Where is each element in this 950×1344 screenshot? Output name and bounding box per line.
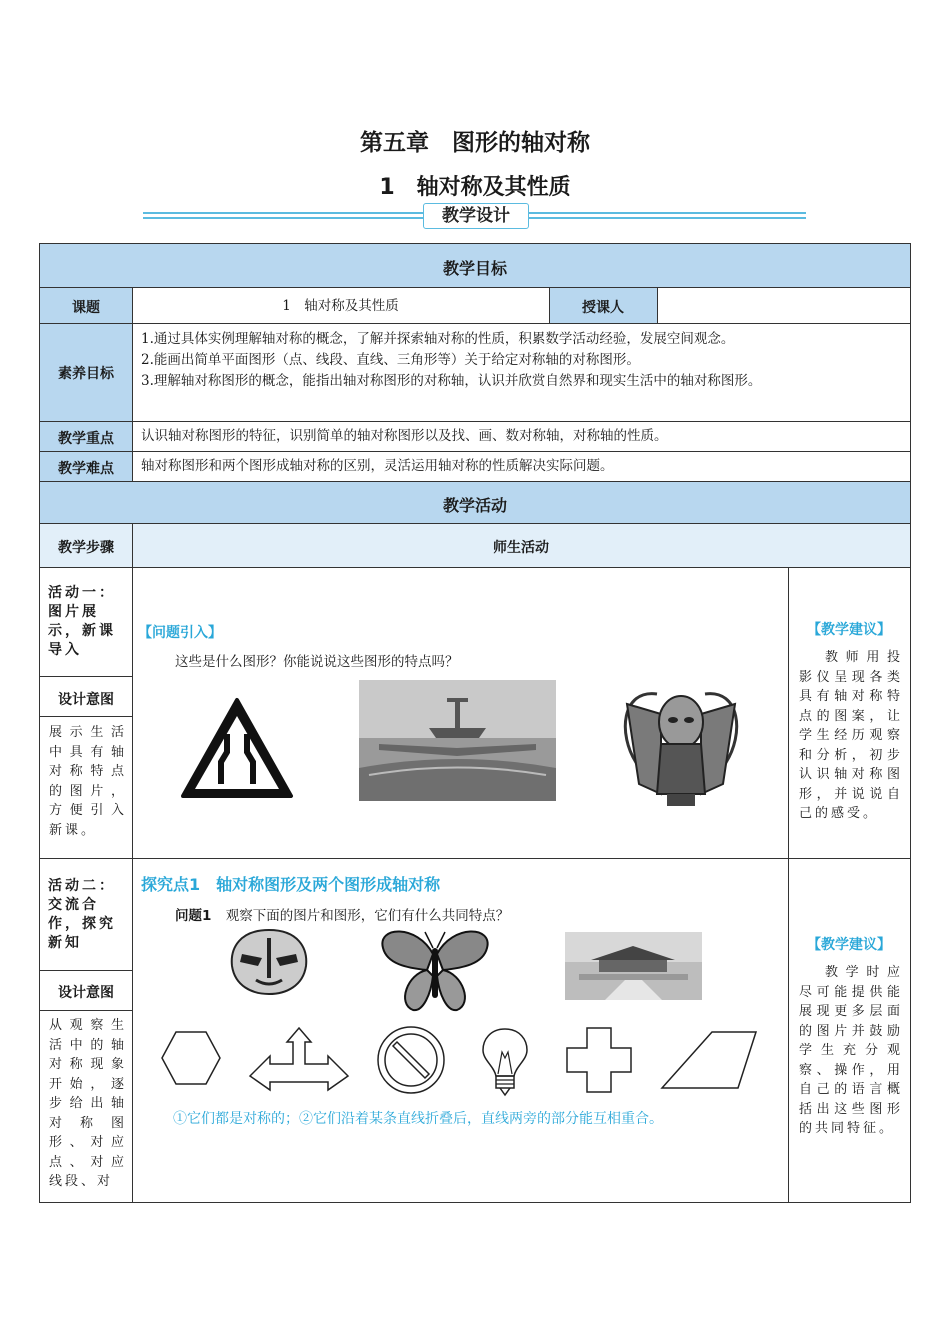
explore-title: 探究点1 轴对称图形及两个图形成轴对称 — [141, 875, 441, 894]
act1-suggest-text: 教师用投影仪呈现各类具有轴对称特点的图案，让学生经历观察和分析，初步认识轴对称图形，并说说自己的感受。 — [799, 650, 903, 821]
chapter-title: 第五章 图形的轴对称 — [360, 130, 590, 156]
banner-label: 教学设计 — [423, 203, 529, 229]
lake-pavilion-photo — [359, 680, 556, 801]
answer-text: ①它们都是对称的；②它们沿着某条直线折叠后，直线两旁的部分能互相重合。 — [173, 1111, 663, 1127]
palace-photo — [565, 932, 702, 1000]
topic-label: 课题 — [72, 300, 100, 316]
light-bulb-shape — [480, 1026, 530, 1098]
literacy-list — [141, 329, 901, 392]
cross-shape — [565, 1026, 633, 1094]
literacy-item: 1.通过具体实例理解轴对称的概念，了解并探索轴对称的性质，积累数学活动经验，发展空间观念。 — [141, 331, 735, 347]
act2-suggest-text: 教学时应尽可能提供能展现更多层面的图片并鼓励学生充分观察、操作，用自己的语言概括出这些图形的共同特征。 — [799, 965, 903, 1136]
intro-tag: 【问题引入】 — [138, 625, 222, 641]
road-narrowing-sign-image — [180, 696, 295, 800]
literacy-item: 2.能画出简单平面图形（点、线段、直线、三角形等）关于给定对称轴的对称图形。 — [141, 352, 640, 368]
section-banner — [143, 203, 806, 229]
literacy-label: 素养目标 — [58, 366, 114, 382]
arrows-shape — [248, 1026, 350, 1092]
act2-name: 活动二：交流合作，探究新知 — [48, 878, 116, 951]
act2-intent-text: 从观察生活中的轴对称现象开始，逐步给出轴对称图形、对应点、对应线段、对 — [49, 1018, 127, 1189]
literacy-item: 3.理解轴对称图形的概念，能指出轴对称图形的对称轴，认识并欣赏自然界和现实生活中的轴对称图形。 — [141, 373, 762, 389]
act1-intent-label: 设计意图 — [58, 692, 114, 708]
difficult-label: 教学难点 — [58, 461, 114, 477]
steps-label: 教学步骤 — [58, 540, 114, 556]
goals-title: 教学目标 — [442, 259, 507, 278]
hexagon-shape — [160, 1029, 222, 1087]
lesson-table — [39, 243, 911, 1203]
act2-intent-label: 设计意图 — [58, 985, 114, 1001]
teacher-label: 授课人 — [582, 300, 624, 316]
question-label: 问题1 — [175, 908, 212, 924]
key-value: 认识轴对称图形的特征，识别简单的轴对称图形以及找、画、数对称轴，对称轴的性质。 — [141, 428, 668, 444]
intro-question: 这些是什么图形？你能说说这些图形的特点吗？ — [175, 654, 459, 670]
difficult-value: 轴对称图形和两个图形成轴对称的区别，灵活运用轴对称的性质解决实际问题。 — [141, 458, 614, 474]
opera-mask-image — [228, 928, 310, 996]
lesson-title: 1 轴对称及其性质 — [379, 175, 571, 200]
act1-name: 活动一：图片展示，新课导入 — [48, 585, 116, 658]
activity-label: 师生活动 — [493, 540, 549, 556]
act1-suggest-title: 【教学建议】 — [807, 622, 891, 638]
butterfly-image — [377, 924, 493, 1016]
topic-value: 1 轴对称及其性质 — [282, 298, 399, 314]
prohibition-sign-shape — [375, 1024, 447, 1096]
activities-title: 教学活动 — [442, 496, 507, 515]
opera-costume-image — [617, 684, 745, 810]
key-label: 教学重点 — [58, 431, 114, 447]
act1-intent-text: 展示生活中具有轴对称特点的图片，方便引入新课。 — [49, 725, 127, 838]
trapezoid-shape — [660, 1030, 760, 1092]
act2-suggest-title: 【教学建议】 — [807, 937, 891, 953]
question-text: 观察下面的图片和图形，它们有什么共同特点？ — [225, 908, 510, 924]
